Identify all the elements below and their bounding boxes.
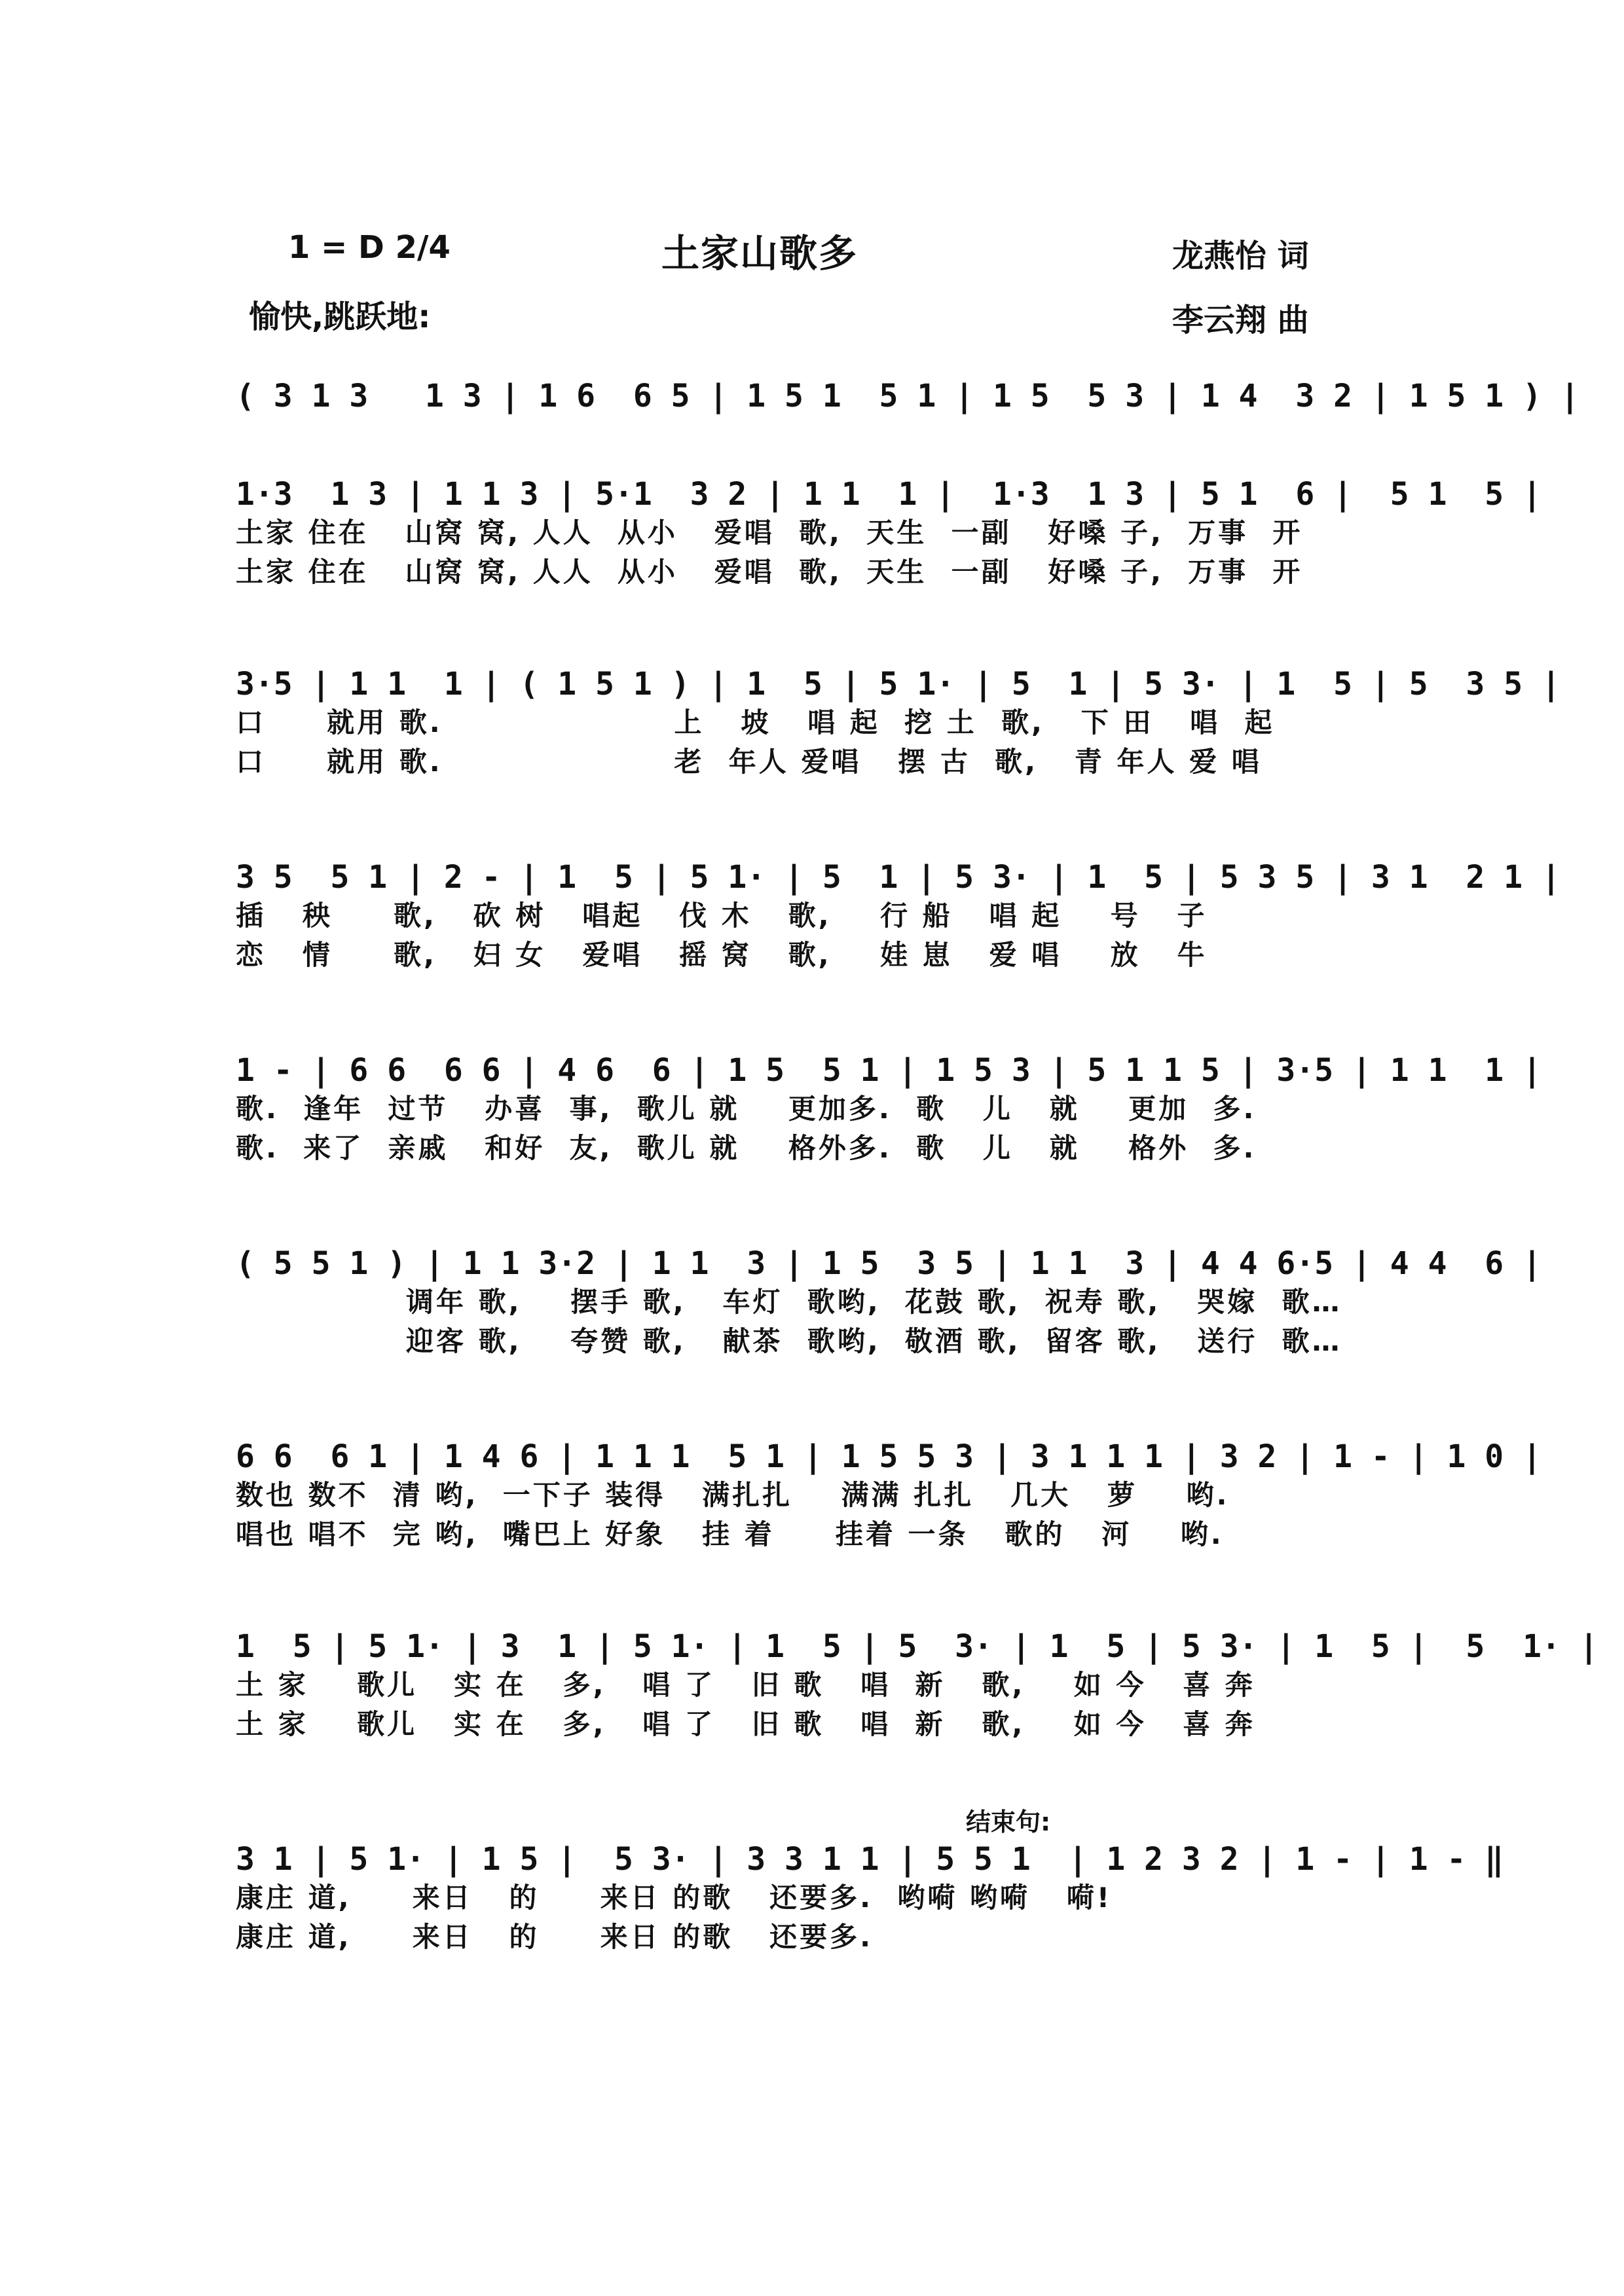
lyric-verse-1: 歌. 逢年 过节 办喜 事, 歌儿 就 更加多. 歌 儿 就 更加 多. — [236, 1093, 1257, 1125]
lyric-verse-1: 插 秧 歌, 砍 树 唱起 伐 木 歌, 行 船 唱 起 号 子 — [236, 900, 1208, 932]
notation-line: 1·3 1 3 | 1 1 3 | 5·1 3 2 | 1 1 1 | 1·3 1 3 | 5 1 6 | 5 1 5 | — [236, 476, 1541, 513]
key-signature: 1 = D 2/4 — [288, 229, 451, 266]
lyric-verse-1: 调年 歌, 摆手 歌, 车灯 歌哟, 花鼓 歌, 祝寿 歌, 哭嫁 歌… — [406, 1286, 1342, 1318]
score-system-1 — [236, 376, 1579, 416]
notation-line: 3·5 | 1 1 1 | ( 1 5 1 ) | 1 5 | 5 1· | 5 1 | 5 3· | 1 5 | 5 3 5 | — [236, 666, 1560, 702]
lyric-verse-2: 土 家 歌儿 实 在 多, 唱 了 旧 歌 唱 新 歌, 如 今 喜 奔 — [236, 1708, 1255, 1740]
notation-line: 3 1 | 5 1· | 1 5 | 5 3· | 3 3 1 1 | 5 5 1 | 1 2 3 2 | 1 - | 1 - ‖ — [236, 1841, 1504, 1878]
ending-label: 结束句: — [966, 1808, 1051, 1836]
score-system-7 — [236, 1437, 1541, 1555]
lyric-verse-2: 歌. 来了 亲戚 和好 友, 歌儿 就 格外多. 歌 儿 就 格外 多. — [236, 1132, 1257, 1164]
score-system-6 — [236, 1244, 1541, 1362]
composer-credit: 李云翔 曲 — [1172, 302, 1309, 338]
song-title: 土家山歌多 — [661, 231, 858, 276]
lyric-verse-1: 口 就用 歌. 上 坡 唱 起 挖 土 歌, 下 田 唱 起 — [236, 706, 1275, 738]
lyric-verse-2: 口 就用 歌. 老 年人 爱唱 摆 古 歌, 青 年人 爱 唱 — [236, 746, 1262, 778]
score-system-5 — [236, 1051, 1541, 1169]
lyric-verse-1: 数也 数不 清 哟, 一下子 装得 满扎扎 满满 扎扎 几大 萝 哟. — [236, 1479, 1230, 1511]
score-system-2 — [236, 475, 1541, 592]
lyric-verse-2: 唱也 唱不 完 哟, 嘴巴上 好象 挂 着 挂着 一条 歌的 河 哟. — [236, 1518, 1224, 1550]
notation-line: 1 5 | 5 1· | 3 1 | 5 1· | 1 5 | 5 3· | 1 5 | 5 3· | 1 5 | 5 1· | — [236, 1628, 1598, 1665]
lyric-verse-2: 康庄 道, 来日 的 来日 的歌 还要多. — [236, 1921, 874, 1953]
notation-line: ( 5 5 1 ) | 1 1 3·2 | 1 1 3 | 1 5 3 5 | 1 1 3 | 4 4 6·5 | 4 4 6 | — [236, 1245, 1541, 1282]
notation-line: 1 - | 6 6 6 6 | 4 6 6 | 1 5 5 1 | 1 5 3 | 5 1 1 5 | 3·5 | 1 1 1 | — [236, 1052, 1541, 1089]
score-system-4 — [236, 858, 1560, 975]
lyricist-credit: 龙燕怡 词 — [1172, 238, 1309, 274]
notation-line: 3 5 5 1 | 2 - | 1 5 | 5 1· | 5 1 | 5 3· | 1 5 | 5 3 5 | 3 1 2 1 | — [236, 859, 1560, 896]
lyric-verse-2: 土家 住在 山窝 窝, 人人 从小 爱唱 歌, 天生 一副 好嗓 子, 万事 开 — [236, 556, 1303, 588]
tempo-marking: 愉快,跳跃地: — [249, 299, 431, 335]
notation-line: 6 6 6 1 | 1 4 6 | 1 1 1 5 1 | 1 5 5 3 | 3 1 1 1 | 3 2 | 1 - | 1 0 | — [236, 1438, 1541, 1475]
score-system-9 — [236, 1840, 1504, 1958]
lyric-verse-1: 土家 住在 山窝 窝, 人人 从小 爱唱 歌, 天生 一副 好嗓 子, 万事 开 — [236, 517, 1303, 549]
lyric-verse-2: 恋 情 歌, 妇 女 爱唱 摇 窝 歌, 娃 崽 爱 唱 放 牛 — [236, 939, 1208, 971]
lyric-verse-1: 土 家 歌儿 实 在 多, 唱 了 旧 歌 唱 新 歌, 如 今 喜 奔 — [236, 1669, 1255, 1701]
notation-line: ( 3 1 3 1 3 | 1 6 6 5 | 1 5 1 5 1 | 1 5 5 3 | 1 4 3 2 | 1 5 1 ) | — [236, 378, 1579, 414]
lyric-verse-1: 康庄 道, 来日 的 来日 的歌 还要多. 哟嗬 哟嗬 嗬! — [236, 1882, 1112, 1914]
score-system-3 — [236, 665, 1560, 782]
score-system-8 — [236, 1627, 1598, 1745]
lyric-verse-2: 迎客 歌, 夸赞 歌, 献茶 歌哟, 敬酒 歌, 留客 歌, 送行 歌… — [406, 1325, 1342, 1357]
